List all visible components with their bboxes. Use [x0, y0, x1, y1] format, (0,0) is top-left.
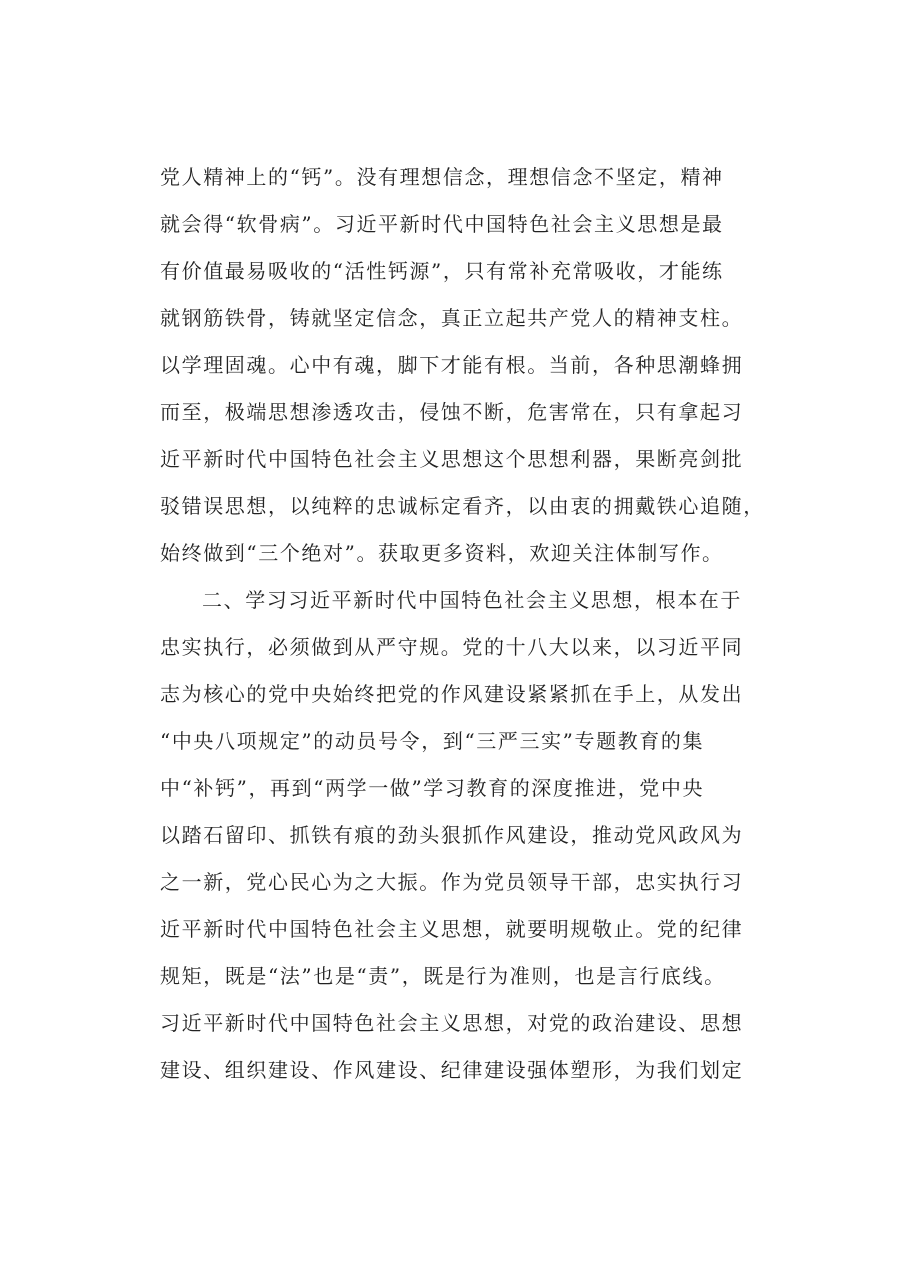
text-line: 以踏石留印、抓铁有痕的劲头狠抓作风建设，推动党风政风为	[160, 823, 744, 847]
text-line: 中“补钙”，再到“两学一做”学习教育的深度推进，党中央	[160, 776, 705, 800]
text-line: 驳错误思想，以纯粹的忠诚标定看齐，以由衷的拥戴铁心追随，	[160, 494, 765, 518]
text-line: 规矩，既是“法”也是“责”，既是行为准则，也是言行底线。	[160, 964, 726, 988]
text-line: 建设、组织建设、作风建设、纪律建设强体塑形，为我们划定	[160, 1058, 744, 1082]
text-line: 志为核心的党中央始终把党的作风建设紧紧抓在手上，从发出	[160, 682, 744, 706]
text-line: 就会得“软骨病”。习近平新时代中国特色社会主义思想是最	[160, 212, 724, 236]
text-line: 忠实执行，必须做到从严守规。党的十八大以来，以习近平同	[160, 635, 744, 659]
text-line: 有价值最易吸收的“活性钙源”，只有常补充常吸收，才能练	[160, 259, 724, 283]
text-line: 就钢筋铁骨，铸就坚定信念，真正立起共产党人的精神支柱。	[160, 306, 744, 330]
body-text	[160, 154, 800, 1094]
text-line: 始终做到“三个绝对”。获取更多资料，欢迎关注体制写作。	[160, 541, 724, 565]
text-line: 近平新时代中国特色社会主义思想，就要明规敬止。党的纪律	[160, 917, 744, 941]
text-line: 以学理固魂。心中有魂，脚下才能有根。当前，各种思潮蜂拥	[160, 353, 744, 377]
text-line: 近平新时代中国特色社会主义思想这个思想利器，果断亮剑批	[160, 447, 744, 471]
text-line: 而至，极端思想渗透攻击，侵蚀不断，危害常在，只有拿起习	[160, 400, 744, 424]
text-line: 习近平新时代中国特色社会主义思想，对党的政治建设、思想	[160, 1011, 744, 1035]
text-line: 党人精神上的“钙”。没有理想信念，理想信念不坚定，精神	[160, 165, 724, 189]
text-line: 之一新，党心民心为之大振。作为党员领导干部，忠实执行习	[160, 870, 744, 894]
paragraph-first-line: 二、学习习近平新时代中国特色社会主义思想，根本在于	[202, 588, 742, 612]
text-line: “中央八项规定”的动员号令，到“三严三实”专题教育的集	[160, 729, 705, 753]
